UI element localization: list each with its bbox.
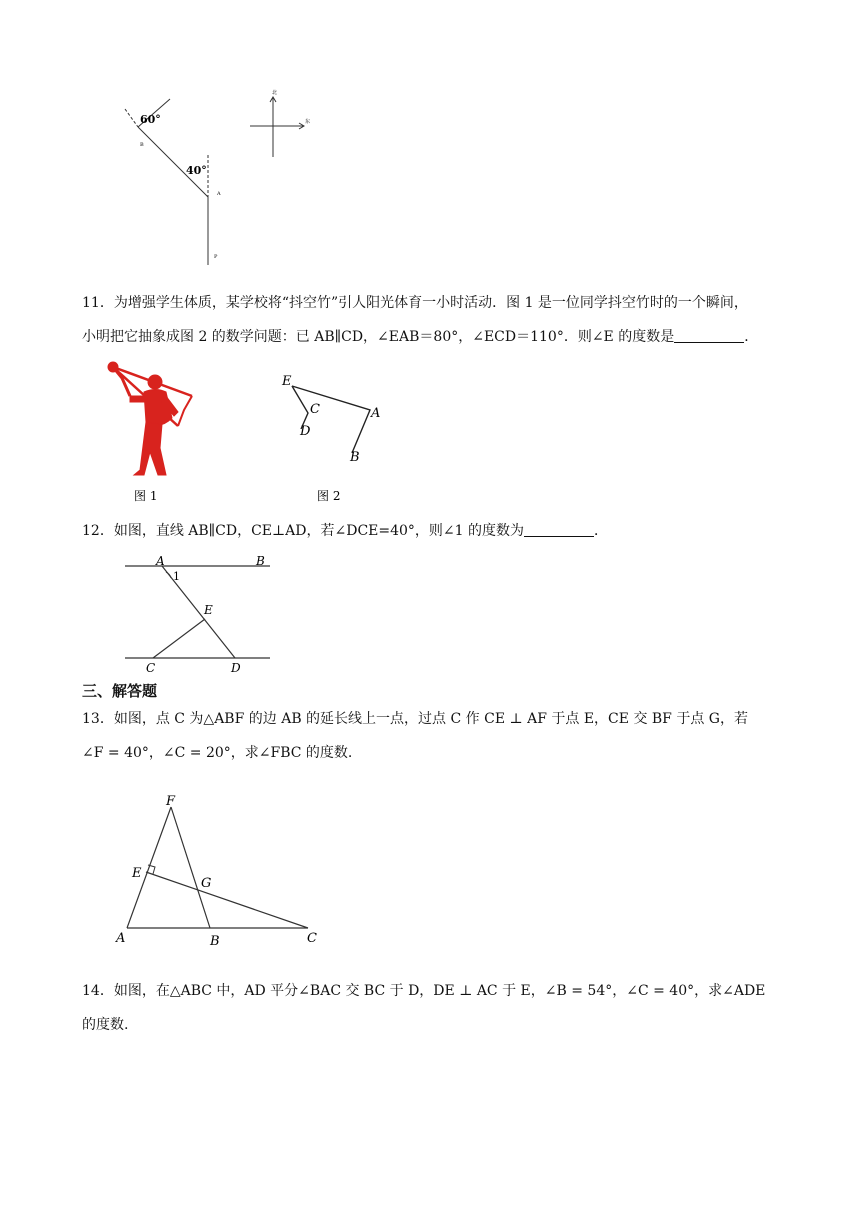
dashed-extension-b (125, 109, 138, 127)
diabolo-player-silhouette-icon (108, 362, 192, 475)
point-p-label: P (214, 254, 218, 260)
compass-east-label: 东 (305, 119, 311, 125)
q11-line2-text: 小明把它抽象成图 2 的数学问题：已 AB∥CD，∠EAB＝80°，∠ECD＝110°．则∠E 的度数是 (82, 329, 675, 345)
q12-label-e: E (204, 603, 213, 617)
q12-label-1: 1 (173, 570, 180, 583)
q14-line1: 14．如图，在△ABC 中，AD 平分∠BAC 交 BC 于 D，DE ⊥ AC 于 E，∠B = 54°，∠C = 40°，求∠ADE (82, 983, 766, 999)
q13-figure (110, 790, 330, 950)
q13-label-f: F (166, 794, 176, 809)
section-heading: 三、解答题 (82, 682, 158, 700)
angle-60-label: 60° (140, 113, 161, 126)
segment-ce (153, 619, 205, 658)
q10-figure (100, 85, 330, 270)
segment-ab (138, 127, 208, 197)
fig2-label-e: E (282, 374, 292, 389)
fig2-caption: 图 2 (317, 489, 341, 503)
q13-label-g: G (201, 876, 212, 891)
q13-line2: ∠F = 40°，∠C = 20°，求∠FBC 的度数. (82, 745, 353, 761)
fig2-label-a: A (371, 406, 381, 421)
compass-icon (250, 89, 310, 157)
q13-line1: 13．如图，点 C 为△ABF 的边 AB 的延长线上一点，过点 C 作 CE ⊥ AF 于点 E，CE 交 BF 于点 G，若 (82, 711, 748, 727)
q13-label-b: B (210, 934, 220, 949)
q12-end: ． (594, 523, 609, 539)
fig2-label-c: C (310, 402, 320, 417)
q11-end: ． (744, 329, 759, 345)
fig1-caption: 图 1 (134, 489, 158, 503)
q11-line1: 11．为增强学生体质，某学校将“抖空竹”引人阳光体育一小时活动．图 1 是一位同学抖空竹时的一个瞬间， (82, 295, 748, 311)
fig2-label-d: D (300, 424, 311, 439)
fig2-segment-ecd (292, 386, 308, 429)
angle-40-label: 40° (186, 164, 207, 177)
q12-answer-blank[interactable] (524, 520, 594, 537)
fig2-segment-eab (292, 386, 370, 453)
q11-figure-2 (270, 365, 390, 510)
point-b-label: B (140, 142, 144, 148)
q11-figure-1 (100, 360, 200, 510)
q13-label-e: E (132, 866, 142, 881)
fig2-label-b: B (350, 450, 360, 465)
q12-label-a: A (156, 554, 165, 568)
q12-line (82, 518, 608, 544)
q12-label-c: C (146, 661, 156, 675)
q12-figure (120, 552, 280, 677)
point-a-label: A (217, 191, 221, 197)
q13-label-c: C (307, 931, 317, 946)
q12-text: 12．如图，直线 AB∥CD，CE⊥AD，若∠DCE=40°，则∠1 的度数为 (82, 523, 525, 539)
q12-label-d: D (231, 661, 241, 675)
q11-line2 (82, 324, 758, 350)
q14-line2: 的度数. (82, 1017, 129, 1033)
compass-north-label: 北 (272, 90, 278, 96)
segment-ec (146, 872, 308, 928)
q11-answer-blank[interactable] (674, 326, 744, 343)
q12-label-b: B (256, 554, 265, 568)
segment-fb (171, 807, 210, 928)
q13-label-a: A (116, 931, 126, 946)
